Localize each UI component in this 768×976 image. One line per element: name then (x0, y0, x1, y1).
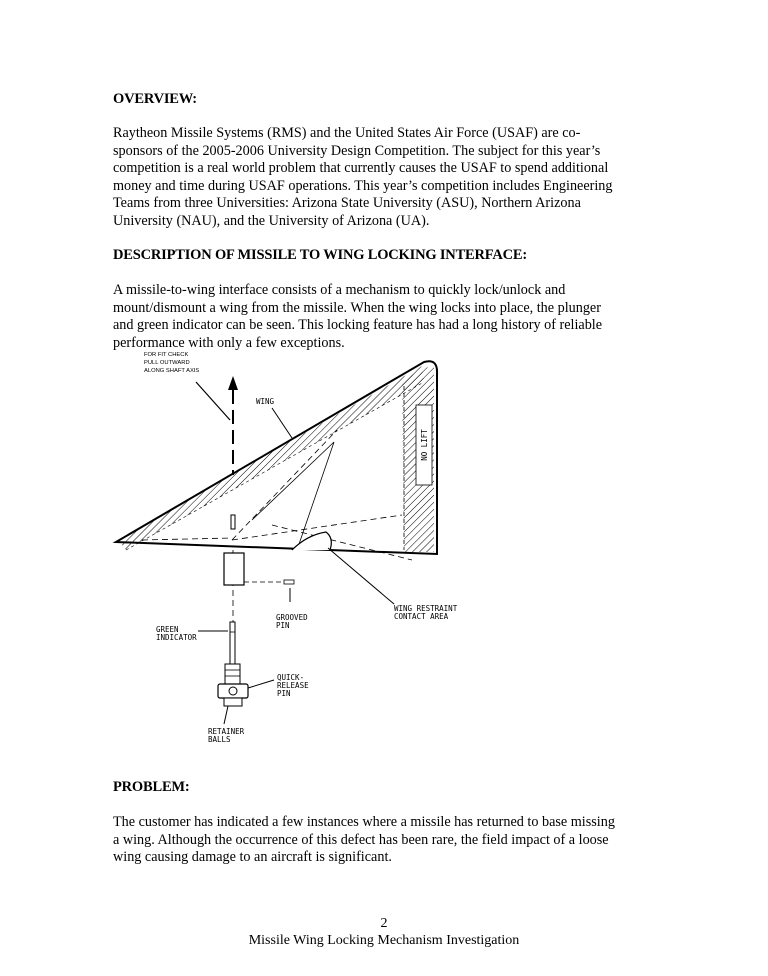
overview-line: University (NAU), and the University of Arizona (UA). (113, 212, 430, 229)
wing-outline (116, 361, 437, 560)
quick-release-label: QUICK- (277, 673, 305, 682)
no-lift-group (416, 405, 432, 485)
problem-line: The customer has indicated a few instances where a missile has returned to base missing (113, 814, 615, 830)
problem-heading: PROBLEM: (113, 779, 190, 795)
page-number: 2 (380, 916, 388, 931)
overview-heading: OVERVIEW: (113, 91, 197, 107)
green-indicator-label: GREEN (156, 625, 179, 634)
fit-check-note-line: PULL OUTWARD (144, 360, 190, 366)
description-line: A missile-to-wing interface consists of a mechanism to quickly lock/unlock and (113, 282, 566, 298)
wing-restraint-label: CONTACT AREA (394, 612, 449, 621)
overview-line: competition is a real world problem that currently causes the USAF to spend additional (113, 160, 609, 176)
quick-release-pin (218, 664, 248, 706)
wing-label: WING (256, 397, 275, 406)
shaft-block (224, 553, 244, 585)
quick-release-label: RELEASE (277, 681, 309, 690)
grooved-pin-label: PIN (276, 621, 290, 630)
overview-line: Teams from three Universities: Arizona State University (ASU), Northern Arizona (113, 195, 581, 211)
description-line: mount/dismount a wing from the missile. When the wing locks into place, the plunger (113, 299, 601, 316)
description-line: performance with only a few exceptions. (113, 334, 345, 351)
overview-line: sponsors of the 2005-2006 University Design Competition. The subject for this year’s (113, 142, 601, 159)
wing-diagram (112, 350, 474, 758)
description-paragraph (113, 282, 658, 352)
grooved-pin-label: GROOVED (276, 613, 308, 622)
overview-line: Raytheon Missile Systems (RMS) and the United States Air Force (USAF) are co- (113, 125, 581, 141)
overview-line: money and time during USAF operations. This year’s competition includes Engineering (113, 177, 613, 194)
retainer-balls-label: RETAINER (208, 727, 245, 736)
problem-line: a wing. Although the occurrence of this defect has been rare, the field impact of a loose (113, 831, 609, 848)
wing-restraint-label: WING RESTRAINT (394, 604, 458, 613)
footer-title: Missile Wing Locking Mechanism Investigation (248, 933, 520, 948)
green-indicator-label: INDICATOR (156, 633, 197, 642)
description-heading: DESCRIPTION OF MISSILE TO WING LOCKING INTERFACE: (113, 247, 528, 263)
problem-line: wing causing damage to an aircraft is significant. (113, 849, 392, 865)
quick-release-label: PIN (277, 689, 291, 698)
description-line: and green indicator can be seen. This locking feature has had a long history of reliable (113, 317, 603, 333)
retainer-balls-label: BALLS (208, 735, 231, 744)
problem-paragraph (113, 814, 658, 867)
overview-paragraph (113, 125, 658, 230)
fit-check-note-line: FOR FIT CHECK (144, 352, 189, 358)
fit-check-note-line: ALONG SHAFT AXIS (144, 368, 200, 374)
grooved-pin-part (284, 580, 294, 584)
no-lift-label: NO LIFT (420, 429, 429, 461)
wing-interface-figure (112, 350, 474, 758)
